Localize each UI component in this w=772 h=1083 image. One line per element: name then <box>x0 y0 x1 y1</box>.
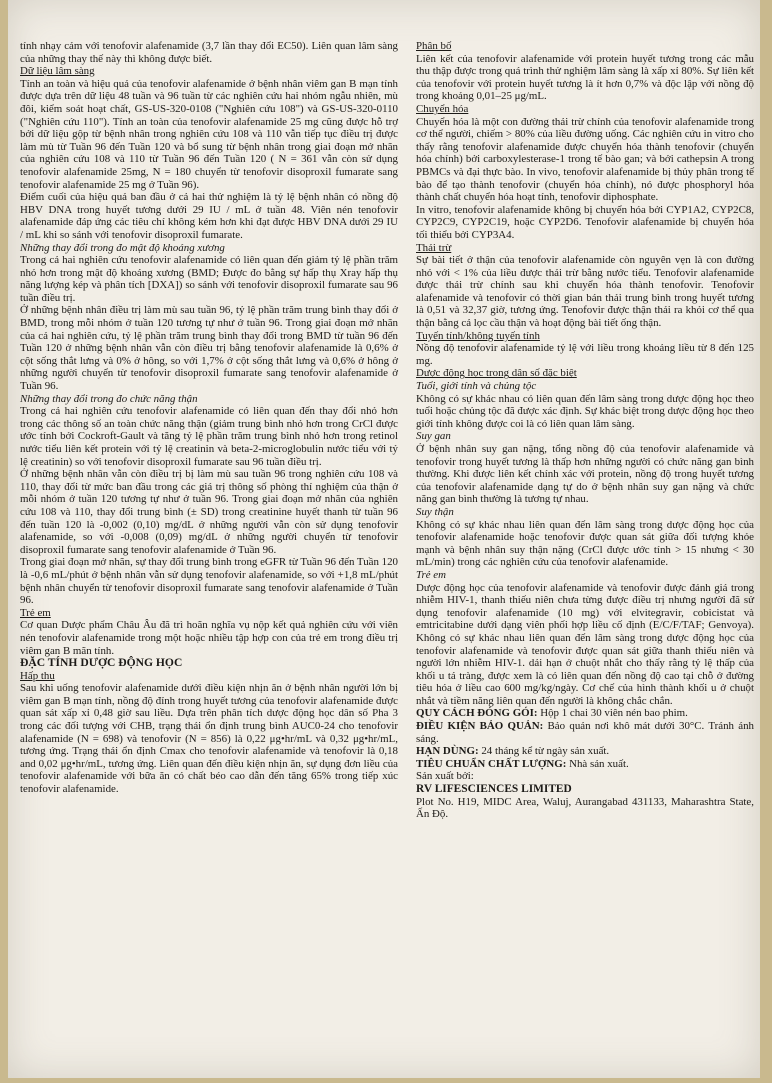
metabolism-heading: Chuyển hóa <box>416 102 469 115</box>
metabolism-paragraph-2: In vitro, tenofovir alafenamide không bị chuyển hóa bởi CYP1A2, CYP2C8, CYP2C9, CYP2C19, hoặc CYP2D6. Tenofovir alafenamide bị chuyển hóa tối thiểu bởi CYP3A4. <box>416 203 754 241</box>
leaflet-page <box>8 0 760 1078</box>
clinical-data-heading: Dữ liệu lâm sàng <box>20 65 95 78</box>
storage-value: Bảo quản nơi khô mát dưới 30°C. Tránh ánh sáng. <box>416 720 755 745</box>
pediatrics-paragraph: Dược động học của tenofovir alafenamide và tenofovir được đánh giá trong nhiễm HIV-1, thanh thiếu niên chưa từng được điều trị nhưng người đã sử dụng tenofovir alafenamide (10 mg) với elvitegravir, cobicistat và emtricitabine dưới dạng viên phối hợp liều cố định (E/C/F/TAF; Genvoya). Không có sự khác nhau liên quan đến lâm sàng trong dược động học của tenofovir alafenamide và tenofovir được quan sát giữa thanh thiếu niên và người lớn nhiễm HIV-1. dải hạn ở chuột nhắt cho thấy rằng tỷ lệ thấp của khối u tá tràng, được xem là có liên quan đến nồng độ cao tại chỗ ở đường tiêu hóa ở liều cao 600 mg/kg/ngày. Cơ chế của hình thành khối u ở chuột nhắt và tiềm năng liên quan đến người là không chắc chắn. <box>416 581 754 707</box>
renal-impairment-heading: Suy thận <box>416 505 454 518</box>
linearity-heading: Tuyến tính/không tuyến tính <box>416 329 540 342</box>
renal-function-paragraph-1: Trong cả hai nghiên cứu tenofovir alafenamide có liên quan đến thay đổi nhỏ hơn trong các thông số an toàn chức năng thận (giảm trung bình nhỏ hơn trong CrCl được ước tính bởi Cockroft-Gault và tăng tỷ lệ phần trăm trung bình nhỏ hơn trong retinol nước tiểu liên kết protein với tỷ lệ creatinin và beta-2-microglobulin nước tiểu với tỷ lệ creatinin) so với tenofovir disoproxil fumarate sau 96 tuần điều trị. <box>20 405 398 468</box>
bone-density-paragraph-2: Ở những bệnh nhân điều trị làm mù sau tuần 96, tỷ lệ phần trăm trung bình thay đổi ở BMD, trong mỗi nhóm ở tuần 120 tương tự như ở tuần 96. Trong giai đoạn mở nhãn của cả hai nghiên cứu, tỷ lệ phần trăm trung bình thay đổi trong BMD từ tuần 96 đến Tuần 120 ở những bệnh nhân vẫn còn điều trị bằng tenofovir alafenamide là 0,6% ở cột sống thắt lưng và 0% ở hông, so với 1,7% ở cột sống thắt lưng và 0,6% ở hông ở những người chuyển từ tenofovir disoproxil fumarate sang tenofovir alafenamide ở Tuần 96. <box>20 304 398 393</box>
distribution-paragraph: Liên kết của tenofovir alafenamide với protein huyết tương trong các mẫu thu thập được trong quá trình thử nghiệm lâm sàng là xấp xỉ 80%. Sự liên kết của tenofovir với protein huyết tương là ít hơn 0,7% và độc lập với nồng độ trong khoảng 0,01–25 μg/mL. <box>416 52 754 103</box>
renal-function-heading: Những thay đổi trong đo chức năng thận <box>20 392 198 405</box>
hepatic-impairment-paragraph: Ở bệnh nhân suy gan nặng, tổng nồng độ của tenofovir alafenamide và tenofovir trong huyết tương là thấp hơn những người có chức năng gan bình thường. Khi được liên kết chính xác với protein, nồng độ trong huyết tương của tenofovir alafenamide dạng tự do ở bệnh nhân suy gan nặng và chức năng gan bình thường là tương tự nhau. <box>416 443 754 506</box>
storage-label: ĐIỀU KIỆN BẢO QUẢN: <box>416 720 544 733</box>
manufacturer-name: RV LIFESCIENCES LIMITED <box>416 783 572 796</box>
distribution-heading: Phân bố <box>416 40 452 52</box>
expiry-value: 24 tháng kể từ ngày sản xuất. <box>481 745 610 758</box>
children-paragraph: Cơ quan Dược phẩm Châu Âu đã trì hoãn nghĩa vụ nộp kết quả nghiên cứu với viên nén tenofovir alafenamide trong một hoặc nhiều tập hợp con của trẻ em trong điều trị viêm gan B mãn tính. <box>20 619 398 657</box>
expiry-line <box>416 745 754 758</box>
renal-impairment-paragraph: Không có sự khác nhau liên quan đến lâm sàng trong dược động học của tenofovir alafenamide hoặc tenofovir được quan sát giữa đối tượng khỏe mạnh và bệnh nhân suy thận nặng (CrCl được ước tính > 15 nhưng < 30 mL/min) trong các nghiên cứu của tenofovir alafenamide. <box>416 518 754 569</box>
right-column <box>416 40 754 821</box>
packaging-label: QUY CÁCH ĐÓNG GÓI: <box>416 707 538 720</box>
elimination-heading: Thải trừ <box>416 241 452 254</box>
renal-function-paragraph-3: Trong giai đoạn mở nhãn, sự thay đổi trung bình trong eGFR từ Tuần 96 đến Tuần 120 là -0,6 mL/phút ở bệnh nhân vẫn sử dụng tenofovir alafenamide, so với +1,8 mL/phút bệnh nhân chuyển từ tenofovir disoproxil fumarate sang tenofovir alafenamide ở Tuần 96. <box>20 556 398 607</box>
made-by-label: Sản xuất bởi: <box>416 770 474 783</box>
absorption-heading: Hấp thu <box>20 669 55 682</box>
hepatic-impairment-heading: Suy gan <box>416 430 451 443</box>
clinical-data-paragraph: Tính an toàn và hiệu quả của tenofovir alafenamide ở bệnh nhân viêm gan B mạn tính được dựa trên dữ liệu 48 tuần và 96 tuần từ các nghiên cứu hai nhóm ngẫu nhiên, mù đôi, kiểm soát hoạt chất, GS-US-320-0108 ("Nghiên cứu 108") và GS-US-320-0110 ("Nghiên cứu 110"). Tính an toàn của tenofovir alafenamide 25 mg cũng được hỗ trợ bởi dữ liệu gộp từ bệnh nhân trong nghiên cứu 108 và 110 vẫn tiếp tục điều trị được làm mù từ Tuần 96 đến Tuần 120 và bổ sung từ bệnh nhân trong giai đoạn mở nhãn của nghiên cứu 108 và 110 từ Tuần 96 đến Tuần 120 ( N = 361 vẫn còn sử dụng tenofovir alafenamide 25mg, N = 180 chuyển từ tenofovir disoproxil fumarate sang tenofovir alafenamide 25 mg ở Tuần 96). <box>20 77 398 191</box>
elimination-paragraph: Sự bài tiết ở thận của tenofovir alafenamide còn nguyên vẹn là con đường nhỏ với < 1% của liều được thải trừ bằng nước tiểu. Tenofovir alafenamide được thải trừ chính sau khi chuyển hóa thành tenofovir. Tenofovir alafenamide và tenofovir có thời gian bán thải trung bình trong huyết tương là 0,51 và 32,37 giờ, tương ứng. Tenofovir được thận thải ra khỏi cơ thể qua thận bằng cả lọc cầu thận và hoạt động bài tiết ống thận. <box>416 254 754 330</box>
packaging-line <box>416 707 754 720</box>
absorption-paragraph: Sau khi uống tenofovir alafenamide dưới điều kiện nhịn ăn ở bệnh nhân người lớn bị viêm gan B mạn tính, nồng độ đỉnh trong huyết tương của tenofovir alafenamide được quan sát xấp xỉ 0,48 giờ sau liều. Dựa trên phân tích dược động học dân số Pha 3 trong các đối tượng với CHB, trạng thái ổn định trung bình AUC0-24 cho tenofovir alafenamide (N = 698) và tenofovir (N = 856) là 0,22 μg•hr/mL và 0,32 μg•hr/mL, tương ứng. Trạng thái ổn định Cmax cho tenofovir alafenamide và tenofovir là 0,18 and 0,02 μg•hr/mL, tương ứng. Liên quan đến điều kiện nhịn ăn, sự dụng đơn liều của tenofovir alafenamide với bữa ăn có chất béo cao dẫn đến tăng 65% trong tiếp xúc tenofovir alafenamide. <box>20 682 398 796</box>
quality-standard-value: Nhà sản xuất. <box>569 757 629 770</box>
pediatrics-heading: Trẻ em <box>416 568 446 581</box>
intro-paragraph: tính nhạy cảm với tenofovir alafenamide (3,7 lần thay đổi EC50). Liên quan lâm sàng của những thay thế này thì không được biết. <box>20 40 398 65</box>
special-populations-heading: Dược động học trong dân số đặc biệt <box>416 367 577 380</box>
bone-density-heading: Những thay đổi trong đo mật độ khoáng xương <box>20 241 225 254</box>
pharmacokinetics-heading: ĐẶC TÍNH DƯỢC ĐỘNG HỌC <box>20 656 183 670</box>
metabolism-paragraph: Chuyển hóa là một con đường thải trừ chính của tenofovir alafenamide trong cơ thể người, chiếm > 80% của liều đường uống. Các nghiên cứu in vitro cho thấy rằng tenofovir alafenamide được chuyển hóa thành tenofovir (chuyển hóa chính) bởi carboxylesterase-1 trong tế bào gan; và bởi cathepsin A trong PBMCs và đại thực bào. In vivo, tenofovir alafenamide bị thủy phân trong tế bào để tạo thành tenofovir (chuyển hóa chính), nó được phosphoryl hóa thành chất chuyển hóa hoạt tính, tenofovir diphosphate. <box>416 115 754 204</box>
endpoint-paragraph: Điểm cuối của hiệu quả ban đầu ở cả hai thử nghiệm là tỷ lệ bệnh nhân có nồng độ HBV DNA trong huyết tương dưới 29 IU / mL ở tuần 48. Viên nén tenofovir alafenamide đáp ứng các tiêu chí không kém hơn khi đạt được HBV DNA dưới 29 IU / mL khi so sánh với tenofovir disoproxil fumarate. <box>20 191 398 241</box>
bone-density-paragraph-1: Trong cả hai nghiên cứu tenofovir alafenamide có liên quan đến giảm tỷ lệ phần trăm nhỏ hơn trong mật độ khoáng xương (BMD; Được đo bằng sự hấp thụ Xray hấp thụ năng lượng kép và phân tích [DXA]) so sánh với tenofovir disoproxil fumarate sau 96 tuần điều trị. <box>20 254 398 304</box>
renal-function-paragraph-2: Ở những bệnh nhân vẫn còn điều trị bị làm mù sau tuần 96 trong nghiên cứu 108 và 110, thay đổi từ mức ban đầu trong các giá trị thông số phòng thí nghiệm của thận ở mỗi nhóm ở tuần 120 tương tự như ở tuần 96. Trong giai đoạn mở nhãn của nghiên cứu 108 và 110, thay đổi trung bình (± SD) trong creatinine huyết thanh từ tuần 96 đến tuần 120 là -0,002 (0,10) mg/dL ở những người vẫn còn sử dụng tenofovir alafenamide, so với -0,008 (0,09) mg/dL ở những người chuyển từ tenofovir disoproxil fumarate sang tenofovir alafenamide ở Tuần 96. <box>20 468 398 556</box>
expiry-label: HẠN DÙNG: <box>416 745 479 758</box>
packaging-value: Hộp 1 chai 30 viên nén bao phim. <box>540 707 688 720</box>
age-gender-heading: Tuổi, giới tính và chủng tộc <box>416 380 537 393</box>
quality-standard-label: TIÊU CHUẨN CHẤT LƯỢNG: <box>416 757 567 770</box>
linearity-paragraph: Nồng độ tenofovir alafenamide tỷ lệ với liều trong khoảng liều từ 8 đến 125 mg. <box>416 342 754 367</box>
children-heading: Trẻ em <box>20 606 51 619</box>
quality-standard-line <box>416 758 754 771</box>
age-gender-paragraph: Không có sự khác nhau có liên quan đến lâm sàng trong dược động học theo tuổi hoặc chủng tộc đã được xác định. Sự khác biệt trong dược động học theo giới tính không được coi là có liên quan lâm sàng. <box>416 392 754 430</box>
manufacturer-address: Plot No. H19, MIDC Area, Waluj, Aurangabad 431133, Maharashtra State, Ấn Độ. <box>416 795 754 821</box>
storage-line <box>416 720 754 745</box>
left-column <box>20 40 398 796</box>
